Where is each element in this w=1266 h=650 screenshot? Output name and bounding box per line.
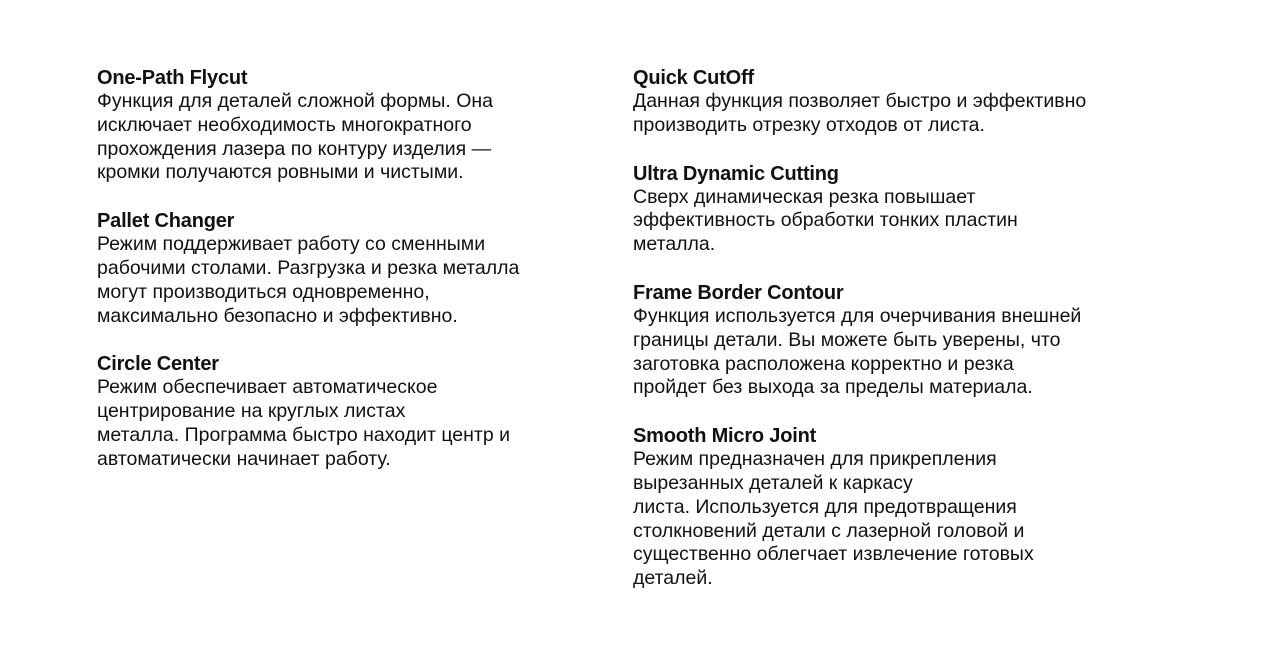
feature-description-line: Функция для деталей сложной формы. Она [97,90,494,112]
feature-description-line: Режим предназначен для прикрепления [633,448,997,471]
feature-description-line: столкновений детали с лазерной головой и [633,519,1025,542]
feature-description-line: деталей. [633,567,713,590]
feature-title: Ultra Dynamic Cutting [633,162,839,185]
feature-title: Quick CutOff [633,67,754,89]
feature-description-line: границы детали. Вы можете быть уверены, что [633,328,1061,351]
feature-pallet-changer [97,209,567,328]
feature-description-line: заготовка расположена корректно и резка [633,352,1014,375]
feature-description-line: кромки получаются ровными и чистыми. [97,161,464,184]
feature-description-line: Сверх динамическая резка повышает [633,185,976,208]
feature-description-line: могут производиться одновременно, [97,280,430,303]
feature-title: Frame Border Contour [633,281,844,304]
right-column [633,66,1133,615]
feature-description-line: металла. Программа быстро находит центр и [97,423,510,446]
feature-description-line: центрирование на круглых листах [97,400,406,423]
feature-description-line: производить отрезку отходов от листа. [633,113,985,136]
feature-description-line: Режим обеспечивает автоматическое [97,376,438,399]
feature-circle-center [97,352,567,471]
feature-description-line: Режим поддерживает работу со сменными [97,233,486,256]
feature-description-line: существенно облегчает извлечение готовых [633,543,1034,566]
feature-description-line: автоматически начинает работу. [97,447,391,470]
feature-description-line: исключает необходимость многократного [97,113,472,136]
feature-quick-cutoff [633,66,1133,138]
feature-description-line: Функция используется для очерчивания внешней [633,304,1082,327]
feature-description-line: рабочими столами. Разгрузка и резка металла [97,256,520,279]
feature-description-line: листа. Используется для предотвращения [633,495,1017,518]
feature-frame-border-contour [633,281,1133,400]
feature-smooth-micro-joint [633,424,1133,591]
feature-title: Smooth Micro Joint [633,425,817,448]
feature-title: Pallet Changer [97,210,235,233]
left-column [97,66,567,496]
feature-one-path-flycut [97,66,567,185]
feature-description-line: прохождения лазера по контуру изделия — [97,137,492,160]
feature-ultra-dynamic-cutting [633,162,1133,257]
feature-description-line: металла. [633,233,716,256]
feature-title: One-Path Flycut [97,67,248,89]
feature-description-line: эффективность обработки тонких пластин [633,209,1018,232]
feature-description-line: пройдет без выхода за пределы материала. [633,376,1033,399]
feature-description-line: максимально безопасно и эффективно. [97,304,458,327]
feature-description-line: Данная функция позволяет быстро и эффективно [633,90,1087,112]
feature-description-line: вырезанных деталей к каркасу [633,471,913,494]
feature-title: Circle Center [97,353,219,376]
